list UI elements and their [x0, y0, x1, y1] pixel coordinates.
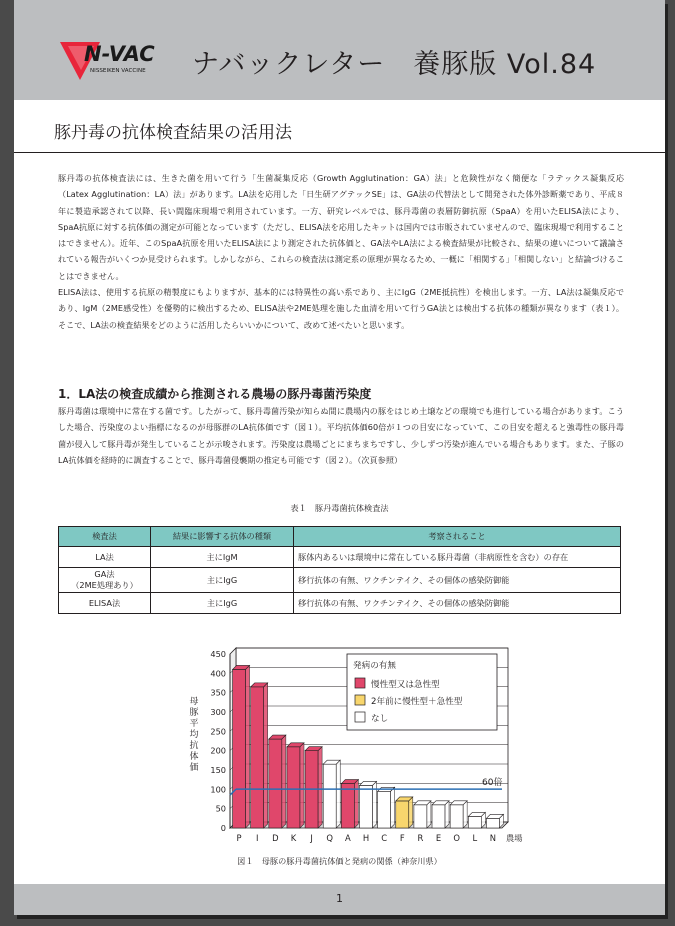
table-row: [59, 593, 621, 614]
x-tick-label: L: [472, 833, 478, 843]
intro-text: [58, 170, 624, 333]
y-axis-label-char: 平: [189, 719, 199, 729]
legend-title: 発病の有無: [353, 661, 396, 671]
y-tick-label: 300: [210, 707, 226, 717]
y-tick-label: 100: [210, 784, 226, 795]
section-1-paragraph: 豚丹毒菌は環境中に常在する菌です。したがって、豚丹毒菌汚染が知らぬ間に農場内の豚をはじめ土壌などの環境でも進行している場合があります。こうした場合、汚染度のよい指標になるのが母豚群のLA抗体価です（図１）。平均抗体価60倍が１つの目安になっていて、この目安を超えると強毒性の豚丹毒菌が侵入して豚丹毒が発生していることが示唆されます。汚染度は農場ごとにまちまちですし、少しずつ汚染が進んでいる場合もあります。また、子豚のLA抗体価を経時的に調査することで、豚丹毒菌侵襲期の推定も可能です（図２）。（次頁参照）: [58, 406, 624, 465]
method-name: GA法: [94, 569, 115, 579]
bar-side: [246, 665, 250, 828]
svg-text:N-VAC: N-VAC: [84, 42, 155, 66]
intro-paragraph-2: ELISA法は、使用する抗原の精製度にもよりますが、基本的には特異性の高い系であり、主にIgG（2ME抵抗性）を検出します。一方、LA法は凝集反応であり、IgM（2ME感受性）を優勢的に検出するため、ELISA法や2ME処理を施した血清を用いて行うGA法とは検出する抗体の種類が異なります（表１）。そこで、LA法の検査結果をどのように活用したらいいかについて、改めて述べたいと思います。: [58, 287, 624, 330]
antibody-cell: 主にIgG: [151, 593, 294, 614]
bar: [341, 784, 354, 828]
table-header-cell: 検査法: [59, 527, 151, 547]
x-tick-label: N: [489, 833, 497, 843]
x-tick-label: D: [272, 833, 279, 843]
bar-side: [409, 797, 413, 828]
y-axis-label-char: 体: [189, 752, 199, 762]
method-cell: ELISA法: [59, 593, 151, 614]
bar: [269, 739, 282, 828]
y-tick-label: 400: [210, 668, 226, 679]
bar: [378, 791, 391, 828]
x-axis-label: 農場: [506, 833, 523, 843]
bar-side: [427, 801, 431, 828]
svg-text:NISSEIKEN VACCINE: NISSEIKEN VACCINE: [90, 68, 146, 74]
header-band: [14, 0, 665, 100]
figure-1-chart: [172, 640, 532, 850]
y-tick-label: 150: [210, 765, 226, 775]
bar-side: [391, 787, 395, 828]
x-tick-label: R: [417, 833, 424, 843]
x-tick-label: K: [290, 833, 297, 843]
x-tick-label: O: [453, 833, 460, 843]
notes-cell: 移行抗体の有無、ワクチンテイク、その個体の感染防御能: [294, 568, 621, 593]
table-row: [59, 568, 621, 593]
table-header-row: [59, 527, 621, 547]
y-tick-label: 0: [220, 823, 226, 833]
table-caption: 表１ 豚丹毒菌抗体検査法: [290, 503, 389, 513]
x-tick-label: Q: [326, 833, 334, 843]
bar: [396, 801, 409, 828]
x-tick-label: H: [362, 833, 370, 843]
legend-label: 2年前に慢性型＋急性型: [371, 697, 463, 707]
antibody-cell: 主にIgM: [151, 547, 294, 568]
x-tick-label: I: [255, 833, 259, 843]
x-tick-label: C: [381, 833, 388, 843]
x-tick-label: E: [435, 833, 442, 843]
notes-cell: 移行抗体の有無、ワクチンテイク、その個体の感染防御能: [294, 593, 621, 614]
section-1-text: [58, 403, 624, 468]
bar: [450, 805, 463, 828]
bar-chart: [172, 640, 532, 850]
legend-label: 慢性型又は急性型: [371, 680, 440, 690]
y-tick-label: 50: [215, 803, 226, 814]
method-cell: LA法: [59, 547, 151, 568]
table-header-cell: 結果に影響する抗体の種類: [151, 527, 294, 547]
bar-side: [336, 760, 340, 828]
y-axis-label-char: 豚: [189, 708, 199, 718]
notes-cell: 豚体内あるいは環境中に常在している豚丹毒菌（非病原性を含む）の存在: [294, 547, 621, 568]
x-tick-label: F: [399, 833, 405, 843]
bar: [486, 818, 499, 828]
x-tick-label: J: [310, 833, 313, 843]
bar-side: [354, 780, 358, 828]
method-cell: [59, 568, 151, 593]
y-tick-label: 450: [210, 649, 226, 659]
section-heading-1: 1．LA法の検査成績から推測される農場の豚丹毒菌汚染度: [58, 387, 372, 401]
bar: [468, 816, 481, 828]
page-number: 1: [336, 892, 343, 905]
legend-swatch: [355, 695, 365, 705]
method-sub: （2ME処理あり）: [71, 580, 138, 590]
bar-side: [282, 735, 286, 828]
title-divider: [14, 152, 665, 153]
bar-side: [445, 801, 449, 828]
y-axis-label-char: 母: [189, 697, 199, 707]
legend-swatch: [355, 712, 365, 722]
y-axis-label-char: 価: [189, 763, 199, 773]
antibody-methods-table: [58, 526, 621, 614]
bar: [323, 764, 336, 828]
page-sheet: [14, 0, 665, 915]
x-tick-label: P: [236, 833, 242, 843]
legend-swatch: [355, 678, 365, 688]
legend-label: なし: [371, 714, 389, 724]
y-tick-label: 350: [210, 687, 226, 698]
table-header-cell: 考察されること: [294, 527, 621, 547]
newsletter-title: ナバックレター 養豚版 Vol.84: [192, 49, 597, 80]
footer-band: [14, 884, 665, 915]
bar-side: [463, 801, 467, 828]
y-tick-label: 250: [210, 726, 226, 737]
intro-paragraph-1: 豚丹毒の抗体検査法には、生きた菌を用いて行う「生菌凝集反応（Growth Agglutination：GA）法」と危険性がなく簡便な「ラテックス凝集反応（Latex Agglutination：LA）法」があります。LA法を応用した「日生研アグテックSE」は、GA法の代替法として開発された体外診断薬であり、平成８年に製造承認されて以降、長い間臨床現場で利用されています。一方、研究レベルでは、豚丹毒菌の表層防御抗原（SpaA）を用いたELISA法により、SpaA抗原に対する抗体価の測定が可能となっています（ただし、ELISA法を応用したキットは国内では市販されていませんので、臨床現場で利用することはできません）。近年、このSpaA抗原を用いたELISA法により測定された抗体価と、GA法やLA法による検査結果が比較され、結果の違いについて議論されている報告がいくつか見受けられます。しかしながら、これらの検査法は測定系の原理が異なるため、一概に「相関する」「相関しない」と結論づけることはできません。: [58, 173, 624, 281]
reference-line-label: 60倍: [482, 778, 503, 789]
bar-side: [318, 747, 322, 828]
bar-side: [264, 683, 268, 828]
y-tick-label: 200: [210, 745, 226, 756]
bar: [414, 805, 427, 828]
antibody-cell: 主にIgG: [151, 568, 294, 593]
bar: [360, 785, 373, 828]
nvac-logo: [60, 36, 192, 88]
figure-caption: 図１ 母豚の豚丹毒菌抗体価と発病の関係（神奈川県）: [237, 856, 442, 866]
y-axis-label-char: 均: [189, 730, 199, 740]
bar: [432, 805, 445, 828]
y-axis-label-char: 抗: [189, 741, 199, 751]
article-title: 豚丹毒の抗体検査結果の活用法: [54, 123, 292, 143]
table-row: [59, 547, 621, 568]
bar-side: [300, 743, 304, 828]
bar: [251, 687, 264, 828]
bar: [287, 747, 300, 828]
bar: [233, 669, 246, 828]
x-tick-label: A: [344, 833, 351, 843]
